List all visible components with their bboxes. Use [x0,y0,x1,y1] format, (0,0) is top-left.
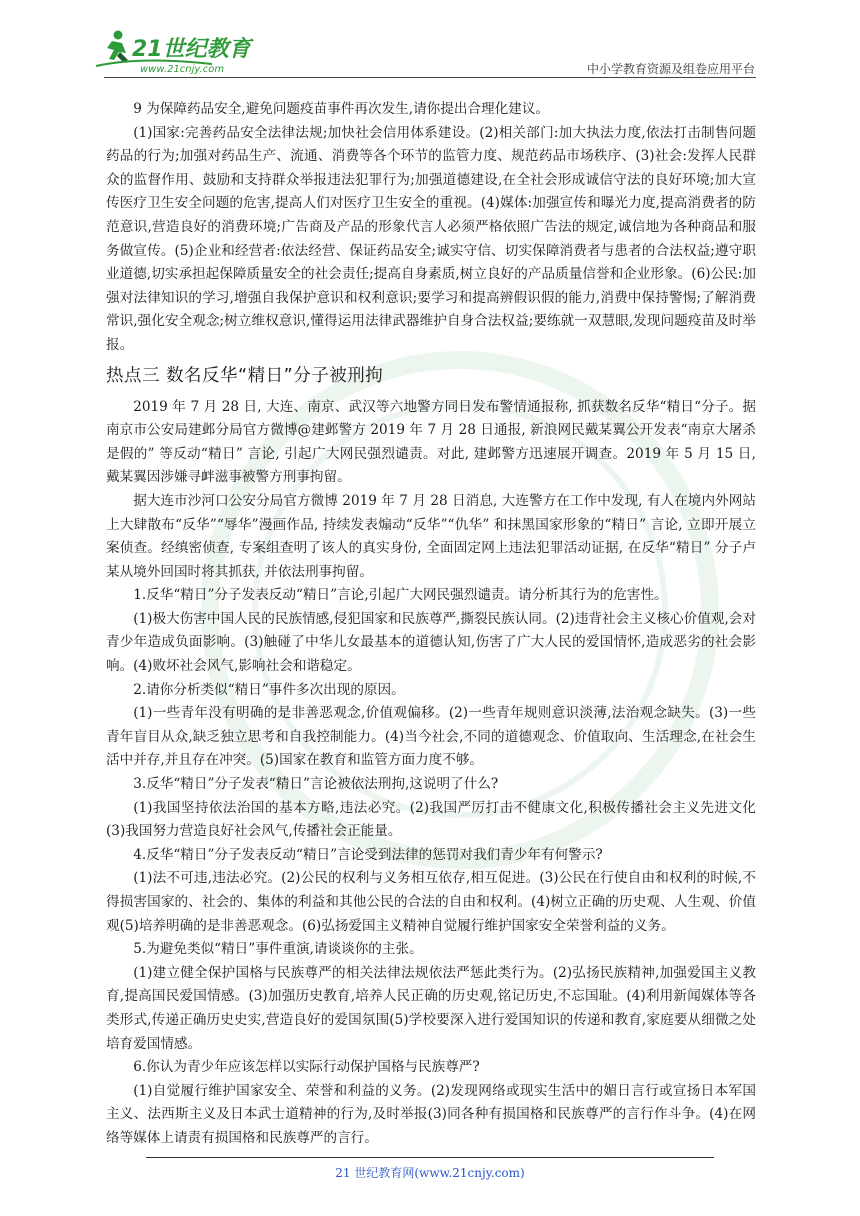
question-paragraph: 4.反华“精日”分子发表反动“精日”言论受到法律的惩罚对我们青少年有何警示? [133,846,603,863]
answer-paragraph: (1)我国坚持依法治国的基本方略,违法必究。(2)我国严厉打击不健康文化,积极传播社会主义先进文化(3)我国努力营造良好社会风气,传播社会正能量。 [106,799,756,840]
answer-paragraph: (1)极大伤害中国人民的民族情感,侵犯国家和民族尊严,撕裂民族认同。(2)违背社会主义核心价值观,会对青少年造成负面影响。(3)触碰了中华儿女最基本的道德认知,伤害了广大人民的爱国情怀,造成恶劣的社会影响。(4)败坏社会风气,影响社会和谐稳定。 [106,610,756,675]
footer-divider [146,1157,714,1158]
question-paragraph: 3.反华“精日”分子发表“精日”言论被依法刑拘,这说明了什么? [133,776,499,793]
answer-paragraph: (1)一些青年没有明确的是非善恶观念,价值观偏移。(2)一些青年规则意识淡薄,法治观念缺失。(3)一些青年盲目从众,缺乏独立思考和自我控制能力。(4)当今社会,不同的道德观念、价值取向、生活理念,在社会生活中并存,并且存在冲突。(5)国家在教育和监管方面力度不够。 [106,705,756,769]
page-header [0,0,860,80]
footer-text[interactable]: 21 世纪教育网(www.21cnjy.com) [335,1166,525,1180]
answer-paragraph: (1)国家:完善药品安全法律法规;加快社会信用体系建设。(2)相关部门:加大执法力度,依法打击制售问题药品的行为;加强对药品生产、流通、消费等各个环节的监管力度、规范药品市场秩序、(3)社会:发挥人民群众的监督作用、鼓励和支持群众举报违法犯罪行为;加强道德建设,在全社会形成诚信守法的良好环境;加大宣传医疗卫生安全问题的危害,提高人们对医疗卫生安全的重视。(4)媒体:加强宣传和曝光力度,提高消费者的防范意识,营造良好的消费环境;广告商及产品的形象代言人必须严格依照广告法的规定,诚信地为各种商品和服务做宣传。(5)企业和经营者:依法经营、保证药品安全;诚实守信、切实保障消费者与患者的合法权益;遵守职业道德,切实承担起保障质量安全的社会责任;提高自身素质,树立良好的产品质量信誉和企业形象。(6)公民:加强对法律知识的学习,增强自我保护意识和权利意识;要学习和提高辨假识假的能力,消费中保持警惕;了解消费常识,强化安全观念;树立维权意识,懂得运用法律武器维护自身合法权益;要练就一双慧眼,发现问题疫苗及时举报。 [106,124,756,353]
logo [92,26,272,78]
section-heading: 热点三 数名反华“精日”分子被刑拘 [106,365,384,386]
question-paragraph: 6.你认为青少年应该怎样以实际行动保护国格与民族尊严? [133,1059,480,1076]
body-paragraph: 据大连市沙河口公安分局官方微博 2019 年 7 月 28 日消息, 大连警方在工作中发现, 有人在境内外网站上大肆散布“反华”“辱华”漫画作品, 持续发表煽动“反华”“仇华” 和抹黑国家形象的“精日” 言论, 立即开展立案侦查。经缜密侦查, 专案组查明了该人的真实身份, 全面固定网上违法犯罪活动证据, 在反华“精日” 分子卢某从境外回国时将其抓获, 并依法刑事拘留。 [106,492,756,580]
answer-paragraph: (1)建立健全保护国格与民族尊严的相关法律法规依法严惩此类行为。(2)弘扬民族精神,加强爱国主义教育,提高国民爱国情感。(3)加强历史教育,培养人民正确的历史观,铭记历史,不忘国耻。(4)利用新闻媒体等各类形式,传递正确历史史实,营造良好的爱国氛围(5)学校要深入进行爱国知识的传递和教育,家庭要从细微之处培育爱国情感。 [106,964,756,1052]
question-paragraph: 9 为保障药品安全,避免问题疫苗事件再次发生,请你提出合理化建议。 [133,101,550,117]
platform-name: 中小学教育资源及组卷应用平台 [586,62,755,76]
runner-logo-icon [92,26,272,78]
question-paragraph: 2.请你分析类似“精日”事件多次出现的原因。 [133,681,405,698]
question-paragraph: 1.反华“精日”分子发表反动“精日”言论,引起广大网民强烈谴责。请分析其行为的危害性。 [133,587,668,604]
logo-url: www.21cnjy.com [140,64,225,75]
document-body [106,98,756,1151]
answer-paragraph: (1)法不可违,违法必究。(2)公民的权利与义务相互依存,相互促进。(3)公民在行使自由和权利的时候,不得损害国家的、社会的、集体的利益和其他公民的合法的自由和权利。(4)树立正确的历史观、人生观、价值观(5)培养明确的是非善恶观念。(6)弘扬爱国主义精神自觉履行维护国家安全荣誉利益的义务。 [106,870,756,934]
header-divider [104,77,756,78]
body-paragraph: 2019 年 7 月 28 日, 大连、南京、武汉等六地警方同日发布警情通报称, 抓获数名反华“精日“分子。据南京市公安局建邺分局官方微博@建邺警方 2019 年 7 月 28 日通报, 新浪网民戴某翼公开发表“南京大屠杀是假的” 等反动“精日” 言论, 引起广大网民强烈谴责。对此, 建邺警方迅速展开调查。2019 年 5 月 15 日, 戴某翼因涉嫌寻衅滋事被警方刑事拘留。 [106,398,756,486]
question-paragraph: 5.为避免类似“精日”事件重演,请谈谈你的主张。 [133,941,423,958]
answer-paragraph: (1)自觉履行维护国家安全、荣誉和利益的义务。(2)发现网络或现实生活中的媚日言行或宣扬日本军国主义、法西斯主义及日本武士道精神的行为,及时举报(3)同各种有损国格和民族尊严的言行作斗争。(4)在网络等媒体上请责有损国格和民族尊严的言行。 [106,1082,756,1146]
logo-text: 21世纪教育 [132,37,251,62]
